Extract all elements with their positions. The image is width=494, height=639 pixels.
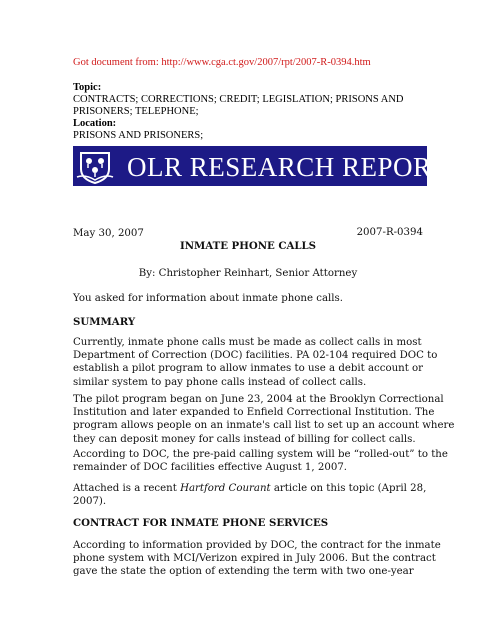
summary-heading: SUMMARY — [73, 316, 136, 328]
report-byline: By: Christopher Reinhart, Senior Attorney — [138, 268, 358, 279]
topic-label: Topic: — [73, 82, 102, 93]
banner-title: OLR RESEARCH REPORT — [127, 152, 447, 182]
location-value: PRISONS AND PRISONERS; — [73, 130, 204, 141]
paragraph-pilot-requirement: Currently, inmate phone calls must be made as collect calls in most Department of Correction (DOC) facilities. PA 02-104 required DOC to establish a pilot program to allow inmates to use a debit account or similar system to pay phone calls instead of collect calls. — [73, 337, 438, 388]
report-date: May 30, 2007 — [73, 228, 144, 239]
paragraph-pilot-program: The pilot program began on June 23, 2004 at the Brooklyn Correctional Institution and later expanded to Enfield Correctional Institution. The program allows people on an inmate's call list to set up an account where they can deposit money for calls instead of billing for collect calls. — [73, 394, 455, 445]
topic-line-1: CONTRACTS; CORRECTIONS; CREDIT; LEGISLATION; PRISONS AND — [73, 94, 404, 105]
newspaper-title: Hartford Courant — [180, 483, 271, 494]
report-number: 2007-R-0394 — [356, 227, 423, 238]
source-url-line: Got document from: http://www.cga.ct.gov/2007/rpt/2007-R-0394.htm — [73, 57, 371, 68]
paragraph-attachment: Attached is a recent Hartford Courant article on this topic (April 28, 2007). — [73, 483, 427, 508]
intro-paragraph: You asked for information about inmate phone calls. — [73, 293, 344, 304]
connecticut-seal-icon — [75, 147, 115, 185]
location-label: Location: — [73, 118, 117, 129]
olr-report-banner — [73, 146, 447, 186]
contract-heading: CONTRACT FOR INMATE PHONE SERVICES — [73, 517, 329, 529]
paragraph-contract: According to information provided by DOC, the contract for the inmate phone system with MCI/Verizon expired in July 2006. But the contract gave the state the option of extending the term with two one-year — [73, 540, 441, 578]
paragraph-rollout: According to DOC, the pre-paid calling system will be “rolled-out” to the remainder of DOC facilities effective August 1, 2007. — [73, 449, 448, 474]
report-title: INMATE PHONE CALLS — [179, 240, 317, 252]
topic-line-2: PRISONERS; TELEPHONE; — [73, 106, 199, 117]
